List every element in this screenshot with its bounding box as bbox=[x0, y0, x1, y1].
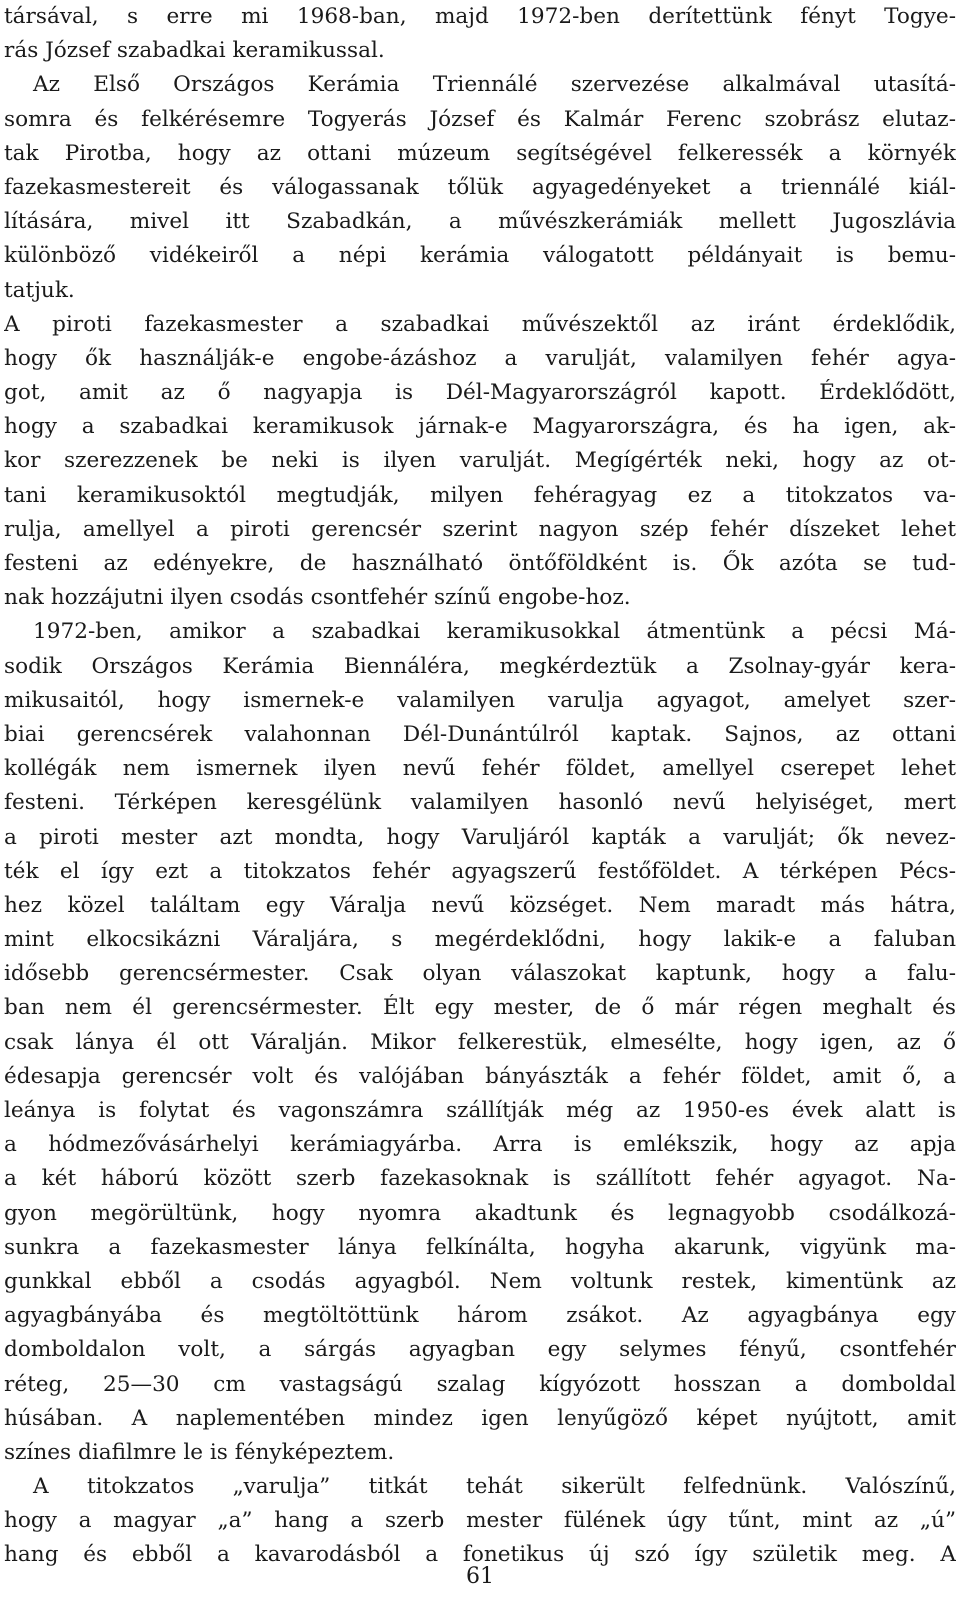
text-line: A titokzatos „varulja” titkát tehát sikerült felfednünk. Valószínű, bbox=[33, 1474, 956, 1500]
text-line: gunkkal ebből a csodás agyagból. Nem voltunk restek, kimentünk az bbox=[4, 1268, 956, 1294]
text-line: hez közel találtam egy Váralja nevű községet. Nem maradt más hátra, bbox=[4, 892, 956, 918]
text-line: Az Első Országos Kerámia Triennálé szervezése alkalmával utasítá- bbox=[33, 72, 956, 98]
text-line: hogy ők használják-e engobe-ázáshoz a varulját, valamilyen fehér agya- bbox=[4, 345, 956, 371]
page-number: 61 bbox=[466, 1564, 494, 1589]
text-line: rulja, amellyel a piroti gerencsér szerint nagyon szép fehér díszeket lehet bbox=[4, 516, 956, 542]
text-line: húsában. A naplementében mindez igen lenyűgöző képet nyújtott, amit bbox=[4, 1405, 956, 1431]
text-line: biai gerencsérek valahonnan Dél-Dunántúlról kaptak. Sajnos, az ottani bbox=[4, 721, 956, 747]
text-line: édesapja gerencsér volt és valójában bányászták a fehér földet, amit ő, a bbox=[4, 1063, 956, 1089]
text-line: somra és felkérésemre Togyerás József és Kalmár Ferenc szobrász elutaz- bbox=[4, 106, 956, 132]
text-line: színes diafilmre le is fényképeztem. bbox=[4, 1439, 395, 1465]
text-line: rás József szabadkai keramikussal. bbox=[4, 38, 385, 64]
text-line: sodik Országos Kerámia Biennáléra, megkérdeztük a Zsolnay-gyár kera- bbox=[4, 653, 956, 679]
text-line: a két háború között szerb fazekasoknak is szállított fehér agyagot. Na- bbox=[4, 1166, 956, 1192]
text-line: mikusaitól, hogy ismernek-e valamilyen varulja agyagot, amelyet szer- bbox=[4, 687, 956, 713]
text-line: agyagbányába és megtöltöttünk három zsákot. Az agyagbánya egy bbox=[4, 1303, 956, 1329]
text-line: tak Pirotba, hogy az ottani múzeum segítségével felkeressék a környék bbox=[4, 140, 956, 166]
text-line: mint elkocsikázni Váraljára, s megérdeklődni, hogy lakik-e a faluban bbox=[4, 927, 956, 953]
text-line: ban nem él gerencsérmester. Élt egy mester, de ő már régen meghalt és bbox=[4, 995, 956, 1021]
text-line: got, amit az ő nagyapja is Dél-Magyarországról kapott. Érdeklődött, bbox=[4, 380, 956, 406]
text-line: fazekasmestereit és válogassanak tőlük agyagedényeket a triennálé kiál- bbox=[4, 174, 956, 200]
text-line: festeni az edényekre, de használható öntőföldként is. Ők azóta se tud- bbox=[4, 551, 956, 576]
text-line: sunkra a fazekasmester lánya felkínálta, hogyha akarunk, vigyünk ma- bbox=[4, 1234, 956, 1260]
text-line: gyon megörültünk, hogy nyomra akadtunk és legnagyobb csodálkozá- bbox=[4, 1200, 956, 1226]
text-line: lítására, mivel itt Szabadkán, a művészkerámiák mellett Jugoszlávia bbox=[4, 209, 956, 235]
text-line: hogy a magyar „a” hang a szerb mester fülének úgy tűnt, mint az „ú” bbox=[4, 1508, 956, 1534]
text-line: domboldalon volt, a sárgás agyagban egy selymes fényű, csontfehér bbox=[4, 1337, 956, 1363]
text-line: 1972-ben, amikor a szabadkai keramikusokkal átmentünk a pécsi Má- bbox=[33, 619, 956, 645]
text-line: idősebb gerencsérmester. Csak olyan válaszokat kaptunk, hogy a falu- bbox=[4, 961, 956, 987]
text-line: leánya is folytat és vagonszámra szállítják még az 1950-es évek alatt is bbox=[4, 1098, 956, 1123]
text-line: réteg, 25—30 cm vastagságú szalag kígyózott hosszan a domboldal bbox=[4, 1371, 956, 1397]
text-line: kor szerezzenek be neki is ilyen varulját. Megígérték neki, hogy az ot- bbox=[4, 448, 956, 474]
text-line: különböző vidékeiről a népi kerámia válogatott példányait is bemu- bbox=[4, 243, 956, 269]
text-line: tatjuk. bbox=[4, 277, 75, 303]
text-line: festeni. Térképen keresgélünk valamilyen hasonló nevű helyiséget, mert bbox=[4, 790, 956, 816]
text-line: tani keramikusoktól megtudják, milyen fehéragyag ez a titokzatos va- bbox=[4, 482, 956, 508]
text-line: A piroti fazekasmester a szabadkai művészektől az iránt érdeklődik, bbox=[4, 311, 956, 337]
text-line: hang és ebből a kavarodásból a fonetikus új szó így születik meg. A bbox=[4, 1542, 956, 1568]
text-line: nak hozzájutni ilyen csodás csontfehér színű engobe-hoz. bbox=[4, 585, 631, 611]
text-line: csak lánya él ott Váralján. Mikor felkerestük, elmesélte, hogy igen, az ő bbox=[4, 1029, 956, 1055]
text-line: ték el így ezt a titokzatos fehér agyagszerű festőföldet. A térképen Pécs- bbox=[4, 858, 956, 884]
text-line: kollégák nem ismernek ilyen nevű fehér földet, amellyel cserepet lehet bbox=[4, 756, 956, 782]
text-line: a piroti mester azt mondta, hogy Varuljáról kapták a varulját; ők nevez- bbox=[4, 824, 956, 850]
text-line: hogy a szabadkai keramikusok járnak-e Magyarországra, és ha igen, ak- bbox=[4, 414, 956, 440]
text-line: a hódmezővásárhelyi kerámiagyárba. Arra is emlékszik, hogy az apja bbox=[4, 1132, 956, 1158]
text-line: társával, s erre mi 1968-ban, majd 1972-ben derítettünk fényt Togye- bbox=[4, 4, 956, 29]
body-text bbox=[4, 0, 956, 1573]
